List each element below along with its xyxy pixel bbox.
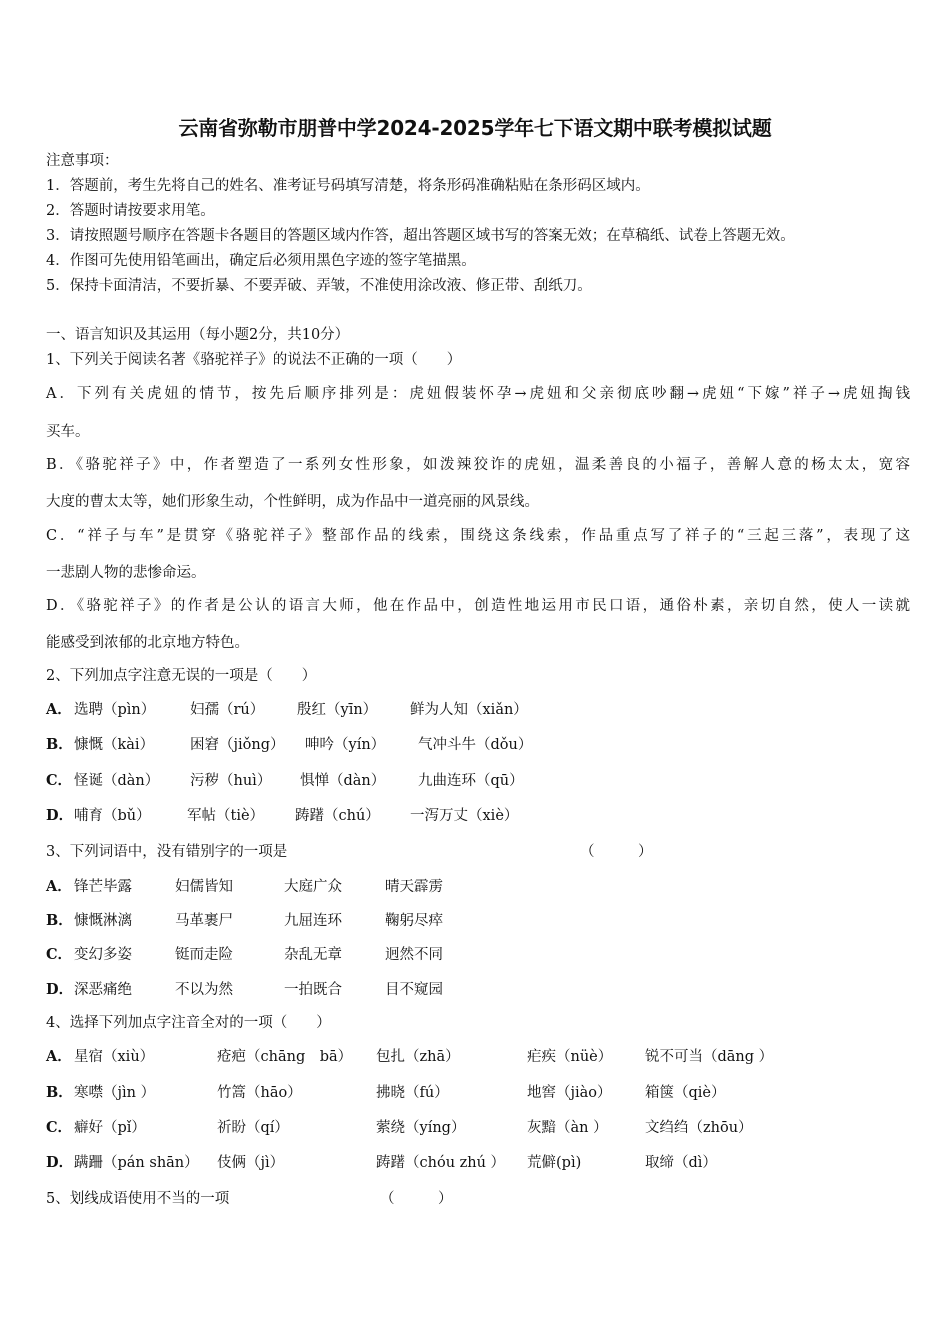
- notice-heading: 注意事项：: [46, 153, 119, 169]
- q2-option-letter: C．: [46, 772, 73, 789]
- q4-item: 锐不可当（dāng ）: [645, 1049, 774, 1065]
- q2-option-letter: B．: [46, 736, 73, 753]
- question-2-stem: 2、下列加点字注意无误的一项是（ ）: [46, 668, 317, 684]
- q3-item: 妇儒皆知: [175, 879, 233, 895]
- q3-item: 变幻多姿: [74, 947, 132, 963]
- q2-item: 困窘（jiǒng）: [190, 737, 285, 753]
- q3-item: 晴天霹雳: [385, 879, 443, 895]
- q4-item: 寒噤（jìn ）: [74, 1085, 156, 1101]
- q3-item: 迥然不同: [385, 947, 443, 963]
- q3-item: 大庭广众: [284, 879, 342, 895]
- question-5-stem: 5、划线成语使用不当的一项: [46, 1191, 230, 1207]
- q4-option-letter: A．: [46, 1048, 72, 1065]
- q1-option-d-cont: 能感受到浓郁的北京地方特色。: [46, 635, 249, 651]
- q4-item: 箱箧（qiè）: [645, 1085, 726, 1101]
- q4-item: 包扎（zhā）: [376, 1049, 460, 1065]
- q2-option-letter: D．: [46, 807, 74, 824]
- question-1-stem: 1、下列关于阅读名著《骆驼祥子》的说法不正确的一项（ ）: [46, 352, 462, 368]
- q1-option-a-cont: 买车。: [46, 424, 90, 440]
- q3-option-letter: A．: [46, 878, 72, 895]
- q3-item: 铤而走险: [175, 947, 233, 963]
- q1-option-a: A．下列有关虎妞的情节，按先后顺序排列是：虎妞假装怀孕→虎妞和父亲彻底吵翻→虎妞“下嫁”祥子→虎妞掏钱: [46, 386, 910, 402]
- q4-item: 蹒跚（pán shān）: [74, 1155, 199, 1171]
- q2-item: 呻吟（yín）: [305, 737, 386, 753]
- q3-item: 马革裹尸: [175, 913, 233, 929]
- q4-item: 疟疾（nüè）: [527, 1049, 613, 1065]
- q4-item: 踌躇（chóu zhú ）: [376, 1155, 506, 1171]
- section-heading: 一、语言知识及其运用（每小题2分，共10分）: [46, 327, 350, 343]
- q2-item: 哺育（bǔ）: [74, 808, 151, 824]
- question-3-stem: 3、下列词语中，没有错别字的一项是: [46, 844, 288, 860]
- q3-item: 一拍既合: [284, 982, 342, 998]
- q3-item: 杂乱无章: [284, 947, 342, 963]
- q4-item: 竹篙（hāo）: [217, 1085, 302, 1101]
- notice-item: 2．答题时请按要求用笔。: [46, 203, 215, 219]
- answer-paren: （ ）: [580, 844, 653, 860]
- q3-item: 深恶痛绝: [74, 982, 132, 998]
- q2-item: 殷红（yīn）: [297, 702, 378, 718]
- q3-item: 锋芒毕露: [74, 879, 132, 895]
- q4-item: 拂晓（fú）: [376, 1085, 449, 1101]
- q4-item: 萦绕（yíng）: [376, 1120, 466, 1136]
- q3-option-letter: B．: [46, 912, 73, 929]
- q2-item: 怪诞（dàn）: [74, 773, 160, 789]
- question-4-stem: 4、选择下列加点字注音全对的一项（ ）: [46, 1015, 331, 1031]
- q2-item: 惧惮（dàn）: [300, 773, 386, 789]
- q4-item: 地窖（jiào）: [527, 1085, 612, 1101]
- q2-item: 选聘（pìn）: [74, 702, 156, 718]
- q2-item: 九曲连环（qū）: [418, 773, 524, 789]
- notice-item: 5．保持卡面清洁，不要折暴、不要弄破、弄皱，不准使用涂改液、修正带、刮纸刀。: [46, 278, 592, 294]
- q2-item: 鲜为人知（xiǎn）: [410, 702, 528, 718]
- q3-item: 目不窥园: [385, 982, 443, 998]
- q4-item: 荒僻(pì): [527, 1155, 582, 1171]
- q1-option-b: B．《骆驼祥子》中，作者塑造了一系列女性形象，如泼辣狡诈的虎妞，温柔善良的小福子，善解人意的杨太太，宽容: [46, 457, 910, 473]
- page-title: 云南省弥勒市朋普中学2024-2025学年七下语文期中联考模拟试题: [178, 116, 772, 140]
- q4-item: 疮疤（chāng bā）: [217, 1049, 353, 1065]
- q4-option-letter: B．: [46, 1084, 73, 1101]
- q1-option-d: D．《骆驼祥子》的作者是公认的语言大师，他在作品中，创造性地运用市民口语，通俗朴素，亲切自然，使人一读就: [46, 598, 910, 614]
- q1-option-c: C．“祥子与车”是贯穿《骆驼祥子》整部作品的线索，围绕这条线索，作品重点写了祥子的“三起三落”，表现了这: [46, 528, 910, 544]
- q2-option-letter: A．: [46, 701, 72, 718]
- q4-item: 星宿（xiù）: [74, 1049, 155, 1065]
- q4-item: 灰黯（àn ）: [527, 1120, 608, 1136]
- answer-paren: （ ）: [380, 1191, 453, 1207]
- q2-item: 污秽（huì）: [190, 773, 272, 789]
- q2-item: 踌躇（chú）: [295, 808, 380, 824]
- q2-item: 一泻万丈（xiè）: [410, 808, 519, 824]
- q2-item: 军帖（tiè）: [187, 808, 265, 824]
- q2-item: 气冲斗牛（dǒu）: [418, 737, 533, 753]
- q4-item: 癖好（pǐ）: [74, 1120, 146, 1136]
- notice-item: 1．答题前，考生先将自己的姓名、准考证号码填写清楚，将条形码准确粘贴在条形码区域内。: [46, 178, 650, 194]
- q4-item: 取缔（dì）: [645, 1155, 717, 1171]
- q3-item: 慷慨淋漓: [74, 913, 132, 929]
- q4-option-letter: C．: [46, 1119, 73, 1136]
- q2-item: 慷慨（kài）: [74, 737, 155, 753]
- q4-item: 文绉绉（zhōu）: [645, 1120, 753, 1136]
- q3-option-letter: C．: [46, 946, 73, 963]
- q4-item: 伎俩（jì）: [217, 1155, 285, 1171]
- q1-option-c-cont: 一悲剧人物的悲惨命运。: [46, 565, 206, 581]
- q2-item: 妇孺（rú）: [190, 702, 265, 718]
- q3-item: 九屈连环: [284, 913, 342, 929]
- q3-option-letter: D．: [46, 981, 74, 998]
- q4-item: 祈盼（qí）: [217, 1120, 289, 1136]
- q4-option-letter: D．: [46, 1154, 74, 1171]
- notice-item: 3．请按照题号顺序在答题卡各题目的答题区域内作答，超出答题区域书写的答案无效；在草稿纸、试卷上答题无效。: [46, 228, 795, 244]
- notice-item: 4．作图可先使用铅笔画出，确定后必须用黑色字迹的签字笔描黑。: [46, 253, 476, 269]
- q3-item: 不以为然: [175, 982, 233, 998]
- q3-item: 鞠躬尽瘁: [385, 913, 443, 929]
- q1-option-b-cont: 大度的曹太太等，她们形象生动，个性鲜明，成为作品中一道亮丽的风景线。: [46, 494, 539, 510]
